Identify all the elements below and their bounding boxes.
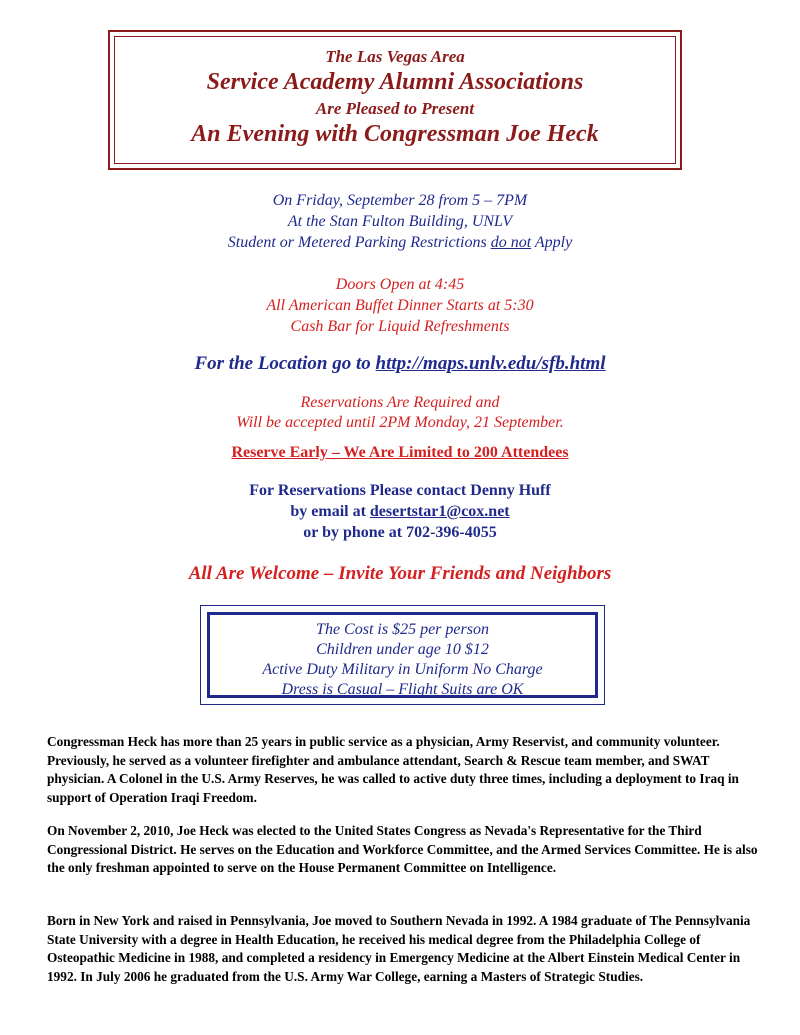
- dress-code: Dress is Casual – Flight Suits are OK: [281, 681, 524, 698]
- event-date: On Friday, September 28 from 5 – 7PM: [272, 192, 528, 209]
- cost-adult: The Cost is $25 per person: [316, 621, 489, 638]
- header-line-2: Service Academy Alumni Associations: [206, 69, 584, 95]
- email-prefix: by email at: [290, 503, 366, 520]
- contact-name: For Reservations Please contact Denny Huff: [249, 482, 551, 499]
- cost-box-inner-border: [207, 612, 598, 698]
- title-box: [108, 30, 682, 170]
- email-link[interactable]: desertstar1@cox.net: [369, 503, 510, 520]
- header-line-1: The Las Vegas Area: [325, 47, 465, 66]
- bio-paragraph-3: Born in New York and raised in Pennsylvania, Joe moved to Southern Nevada in 1992. A 1984 graduate of The Pennsylvania State University with a degree in Health Education, he received his medical degree from the Philadelphia College of Osteopathic Medicine in 1988, and completed a residency in Emergency Medicine at the Albert Einstein Medical Center in 1992. In July 2006 he graduated from the U.S. Army War College, earning a Masters of Strategic Studies.: [47, 913, 751, 984]
- title-box-inner-border: [114, 36, 676, 164]
- cost-children: Children under age 10 $12: [316, 641, 489, 658]
- header-line-3: Are Pleased to Present: [315, 99, 475, 118]
- parking-text-pre: Student or Metered Parking Restrictions: [227, 234, 487, 251]
- cash-bar: Cash Bar for Liquid Refreshments: [290, 318, 510, 335]
- event-venue: At the Stan Fulton Building, UNLV: [287, 213, 513, 230]
- parking-text-post: Apply: [534, 234, 573, 251]
- contact-email-line: [0, 503, 800, 521]
- bio-paragraph-2: On November 2, 2010, Joe Heck was elected to the United States Congress as Nevada's Representative for the Third Congressional District. He serves on the Education and Workforce Committee, and the Armed Services Committee. He is also the only freshman appointed to serve on the House Permanent Committee on Intelligence.: [47, 823, 758, 875]
- location-line: [0, 353, 800, 375]
- header-line-4: An Evening with Congressman Joe Heck: [191, 121, 599, 147]
- bio-paragraph-1: Congressman Heck has more than 25 years in public service as a physician, Army Reservist, and community volunteer. Previously, he served as a volunteer firefighter and ambulance attendant, Search & Rescue team member, and SWAT physician. A Colonel in the U.S. Army Reserves, he was called to active duty three times, including a deployment to Iraq in support of Operation Iraqi Freedom.: [47, 734, 739, 805]
- contact-phone: or by phone at 702-396-4055: [303, 524, 497, 541]
- welcome-line: All Are Welcome – Invite Your Friends and Neighbors: [188, 563, 612, 584]
- cost-military: Active Duty Military in Uniform No Charge: [262, 661, 543, 678]
- doors-open: Doors Open at 4:45: [335, 276, 465, 293]
- reservations-deadline: Will be accepted until 2PM Monday, 21 September.: [236, 414, 564, 431]
- reservations-required: Reservations Are Required and: [300, 394, 500, 411]
- dinner-start: All American Buffet Dinner Starts at 5:30: [266, 297, 534, 314]
- parking-emphasis: do not: [490, 234, 532, 251]
- cost-box: [200, 605, 605, 705]
- location-link[interactable]: http://maps.unlv.edu/sfb.html: [375, 353, 606, 374]
- event-parking: [0, 234, 800, 252]
- location-prefix: For the Location go to: [194, 353, 371, 374]
- attendee-limit: Reserve Early – We Are Limited to 200 Attendees: [231, 444, 569, 461]
